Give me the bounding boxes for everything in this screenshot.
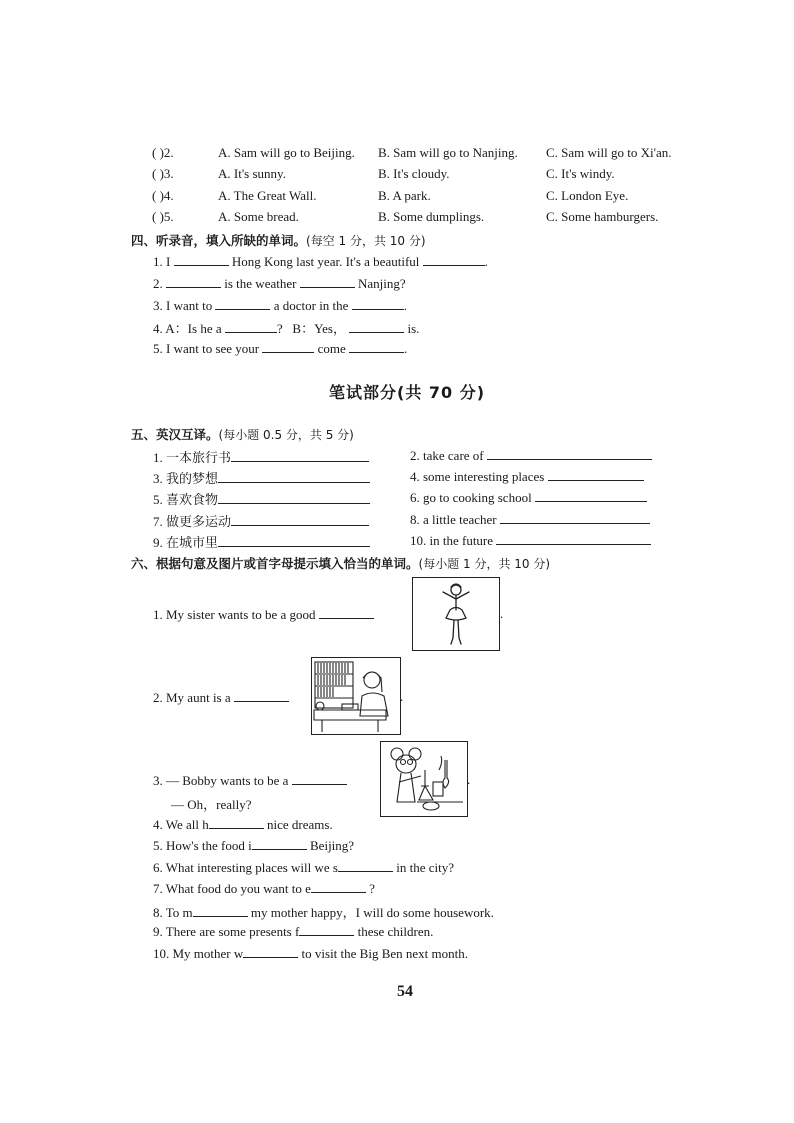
s4-question-3: 3. I want to a doctor in the . <box>153 298 407 313</box>
choice-number[interactable]: ( )4. <box>152 188 174 203</box>
answer-blank[interactable] <box>174 253 229 266</box>
translation-item: 3. 我的梦想 <box>153 468 370 487</box>
answer-blank[interactable] <box>218 491 370 504</box>
translation-item: 2. take care of <box>410 447 652 464</box>
s6-question-10: 10. My mother w to visit the Big Ben next month. <box>153 946 468 961</box>
s4-question-2: 2. is the weather Nanjing? <box>153 276 406 291</box>
dancer-picture <box>412 577 500 651</box>
translation-item: 4. some interesting places <box>410 468 644 485</box>
translation-item: 10. in the future <box>410 532 651 549</box>
translation-item: 8. a little teacher <box>410 511 650 528</box>
section-4-heading: 四、听录音，填入所缺的单词。(每空 1 分，共 10 分) <box>131 233 426 248</box>
choice-option-a: A. Some bread. <box>218 209 299 224</box>
answer-blank[interactable] <box>166 275 221 288</box>
answer-blank[interactable] <box>319 606 374 619</box>
choice-option-c: C. London Eye. <box>546 188 629 203</box>
s4-question-5: 5. I want to see your come . <box>153 341 408 356</box>
answer-blank[interactable] <box>292 772 347 785</box>
choice-option-b: B. Sam will go to Nanjing. <box>378 145 518 160</box>
answer-blank[interactable] <box>209 816 264 829</box>
choice-number[interactable]: ( )3. <box>152 166 174 181</box>
s6-question-3-reply: — Oh，really? <box>171 797 252 812</box>
answer-blank[interactable] <box>299 923 354 936</box>
answer-blank[interactable] <box>234 689 289 702</box>
choice-number[interactable]: ( )5. <box>152 209 174 224</box>
answer-blank[interactable] <box>500 511 650 524</box>
choice-number[interactable]: ( )2. <box>152 145 174 160</box>
answer-blank[interactable] <box>262 340 314 353</box>
answer-blank[interactable] <box>352 297 404 310</box>
answer-blank[interactable] <box>215 297 270 310</box>
s6-question-4: 4. We all h nice dreams. <box>153 817 333 832</box>
answer-blank[interactable] <box>218 534 370 547</box>
choice-option-c: C. Some hamburgers. <box>546 209 659 224</box>
answer-blank[interactable] <box>300 275 355 288</box>
answer-blank[interactable] <box>243 945 298 958</box>
choice-option-a: A. Sam will go to Beijing. <box>218 145 355 160</box>
translation-item: 6. go to cooking school <box>410 489 647 506</box>
choice-option-a: A. The Great Wall. <box>218 188 317 203</box>
s6-question-3: 3. — Bobby wants to be a <box>153 772 347 789</box>
answer-blank[interactable] <box>338 859 393 872</box>
s6-question-1: 1. My sister wants to be a good <box>153 606 374 623</box>
translation-item: 1. 一本旅行书 <box>153 447 369 466</box>
s6-question-2: 2. My aunt is a <box>153 689 289 706</box>
scientist-picture <box>380 741 471 817</box>
s6-question-9: 9. There are some presents f these children. <box>153 924 434 939</box>
section-6-heading: 六、根据句意及图片或首字母提示填入恰当的单词。(每小题 1 分，共 10 分) <box>131 556 551 571</box>
answer-blank[interactable] <box>252 837 307 850</box>
s6-question-5: 5. How's the food i Beijing? <box>153 838 355 853</box>
choice-option-a: A. It's sunny. <box>218 166 286 181</box>
answer-blank[interactable] <box>225 320 277 333</box>
written-part-title: 笔试部分(共 70 分) <box>329 383 486 402</box>
page-number: 54 <box>397 983 413 1000</box>
answer-blank[interactable] <box>349 340 404 353</box>
s4-question-4: 4. A：Is he a ? B：Yes， is. <box>153 321 420 336</box>
choice-option-c: C. Sam will go to Xi'an. <box>546 145 672 160</box>
period: . <box>400 689 404 704</box>
translation-item: 9. 在城市里 <box>153 532 370 551</box>
choice-option-c: C. It's windy. <box>546 166 615 181</box>
answer-blank[interactable] <box>193 904 248 917</box>
choice-option-b: B. Some dumplings. <box>378 209 485 224</box>
answer-blank[interactable] <box>231 513 369 526</box>
answer-blank[interactable] <box>231 449 369 462</box>
answer-blank[interactable] <box>423 253 485 266</box>
answer-blank[interactable] <box>548 468 644 481</box>
s6-question-6: 6. What interesting places will we s in the city? <box>153 860 454 875</box>
period: . <box>467 772 471 787</box>
s4-question-1: 1. I Hong Kong last year. It's a beautiful . <box>153 254 488 269</box>
answer-blank[interactable] <box>218 470 370 483</box>
answer-blank[interactable] <box>535 489 647 502</box>
s6-question-7: 7. What food do you want to e ? <box>153 881 375 896</box>
answer-blank[interactable] <box>349 320 404 333</box>
answer-blank[interactable] <box>311 880 366 893</box>
librarian-picture <box>311 657 404 735</box>
translation-item: 5. 喜欢食物 <box>153 489 370 508</box>
section-5-heading: 五、英汉互译。(每小题 0.5 分，共 5 分) <box>131 427 354 442</box>
translation-item: 7. 做更多运动 <box>153 511 369 530</box>
answer-blank[interactable] <box>496 532 651 545</box>
period: . <box>500 606 504 621</box>
choice-option-b: B. It's cloudy. <box>378 166 450 181</box>
s6-question-8: 8. To m my mother happy，I will do some housework. <box>153 905 494 920</box>
choice-option-b: B. A park. <box>378 188 431 203</box>
answer-blank[interactable] <box>487 447 652 460</box>
